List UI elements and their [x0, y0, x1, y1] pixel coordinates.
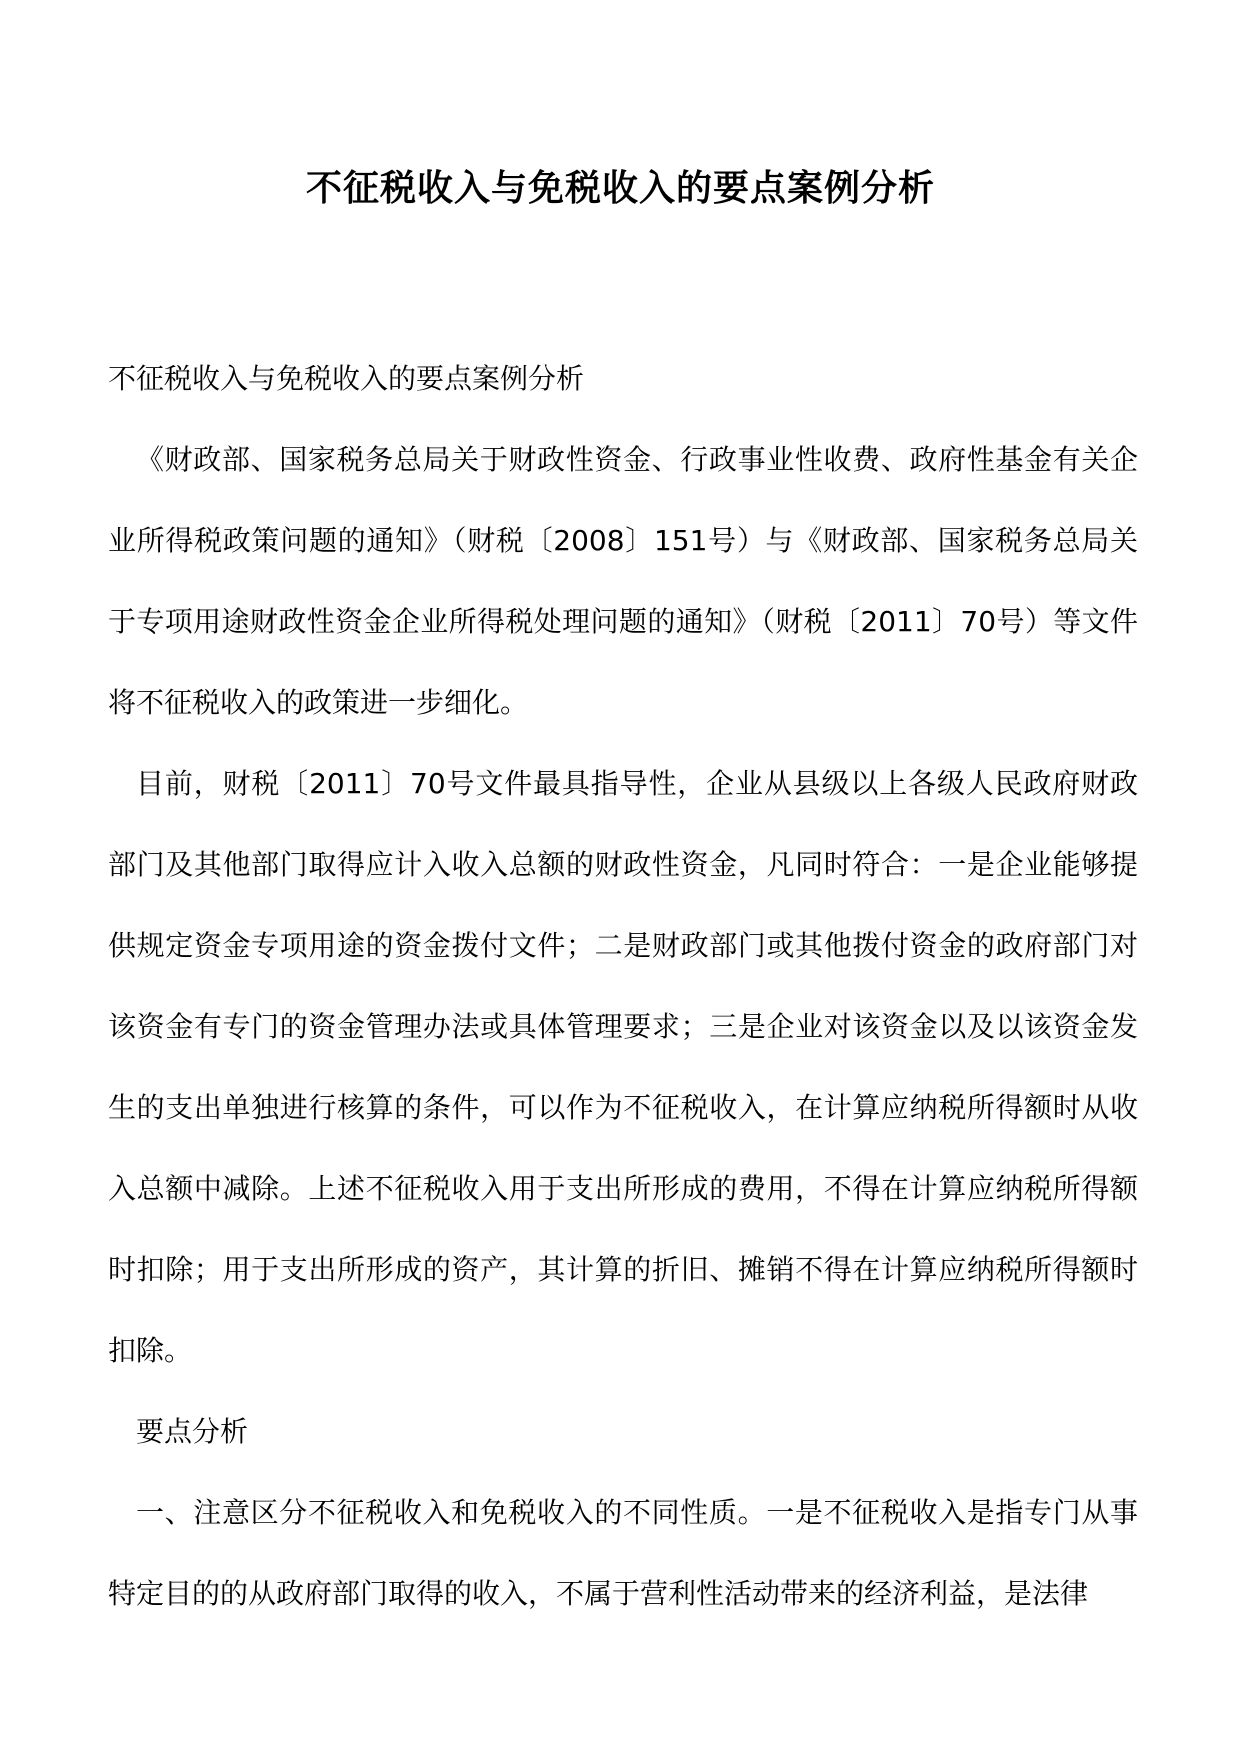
- document-title: 不征税收入与免税收入的要点案例分析: [305, 168, 935, 209]
- paragraph-current-policy: 目前，财税〔2011〕70号文件最具指导性，企业从县级以上各级人民政府财政部门及其他部门取得应计入收入总额的财政性资金，凡同时符合：一是企业能够提供规定资金专项用途的资金拨付文件；二是财政部门或其他拨付资金的政府部门对该资金有专门的资金管理办法或具体管理要求；三是企业对该资金以及以该资金发生的支出单独进行核算的条件，可以作为不征税收入，在计算应纳税所得额时从收入总额中减除。上述不征税收入用于支出所形成的费用，不得在计算应纳税所得额时扣除；用于支出所形成的资产，其计算的折旧、摊销不得在计算应纳税所得额时扣除。: [108, 767, 1138, 1367]
- section-heading-key-points: 要点分析: [136, 1415, 249, 1448]
- paragraph-subtitle: 不征税收入与免税收入的要点案例分析: [108, 362, 585, 395]
- paragraph-point-one: 一、注意区分不征税收入和免税收入的不同性质。一是不征税收入是指专门从事特定目的的从政府部门取得的收入，不属于营利性活动带来的经济利益，是法律: [108, 1496, 1138, 1610]
- document-body: [108, 338, 1138, 1634]
- paragraph-policy-documents: 《财政部、国家税务总局关于财政性资金、行政事业性收费、政府性基金有关企业所得税政策问题的通知》（财税〔2008〕151号）与《财政部、国家税务总局关于专项用途财政性资金企业所得税处理问题的通知》（财税〔2011〕70号）等文件将不征税收入的政策进一步细化。: [108, 443, 1138, 719]
